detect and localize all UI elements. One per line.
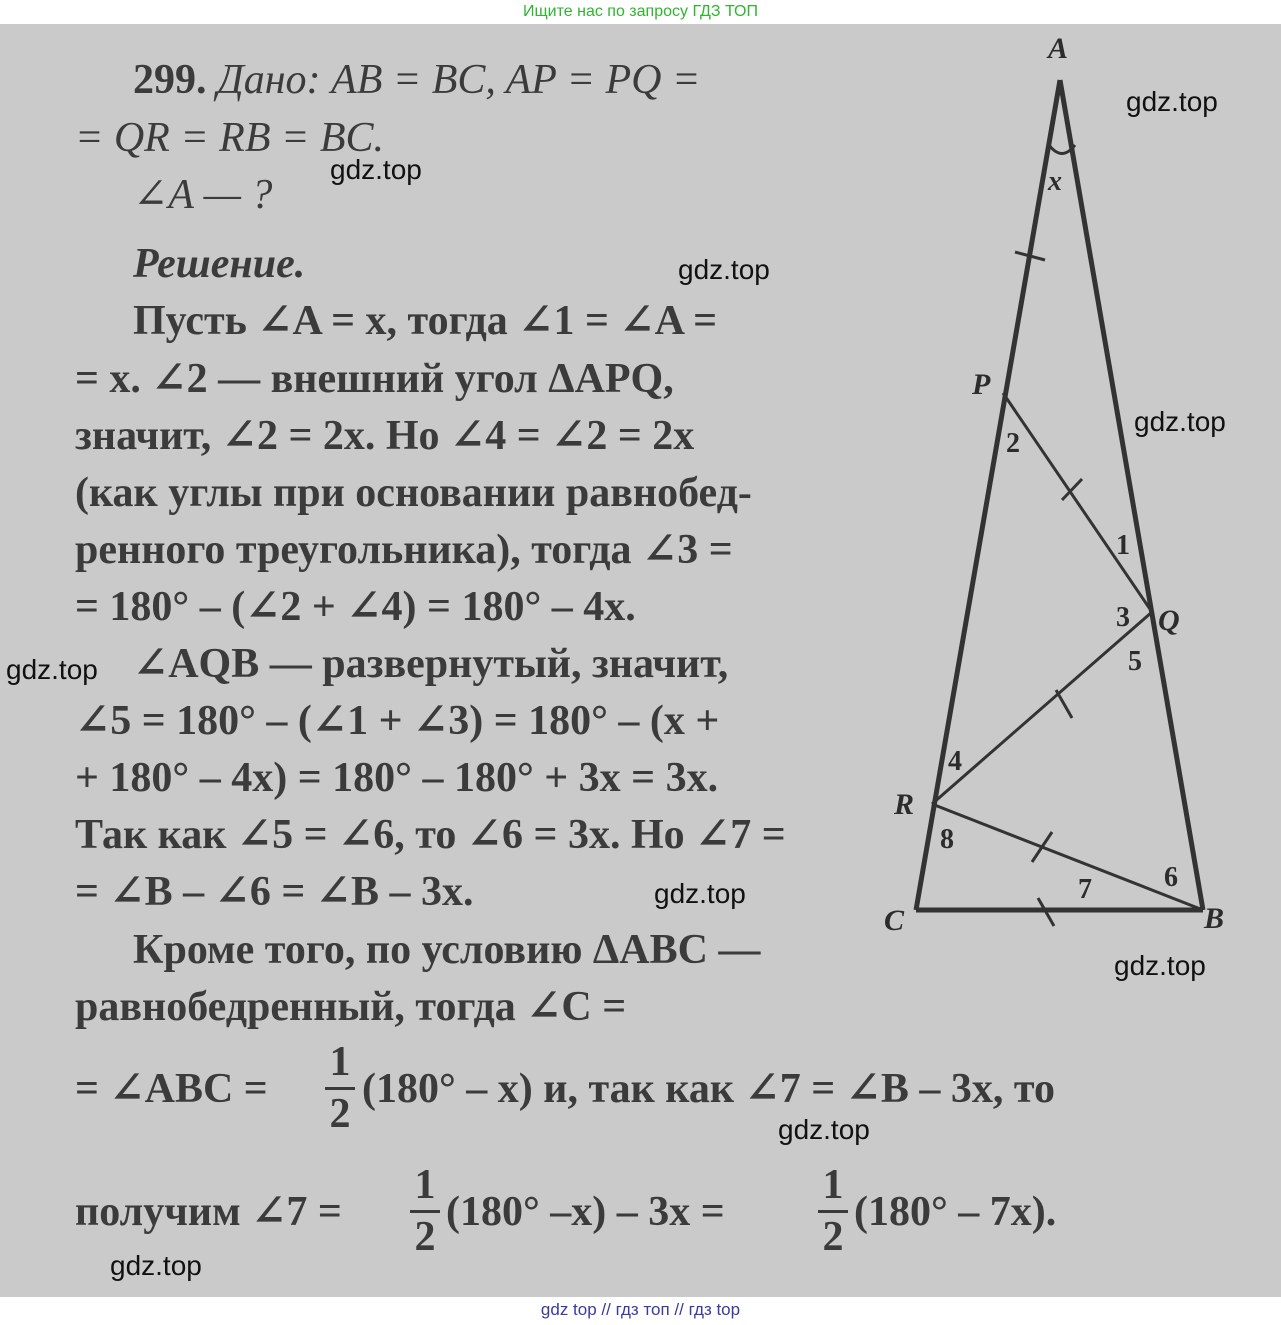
solution-line-10: Так как ∠5 = ∠6, то ∠6 = 3x. Но ∠7 = (75, 812, 786, 858)
problem-given-line-1 (133, 56, 700, 104)
solution-line-7: ∠AQB — развернутый, значит, (133, 641, 729, 687)
label-P: P (972, 368, 991, 401)
angle-label-4: 4 (948, 746, 962, 777)
side-AB (1060, 80, 1203, 910)
watermark-6: gdz.top (654, 878, 746, 909)
solution-line-3: значит, ∠2 = 2x. Но ∠4 = ∠2 = 2x (75, 413, 695, 459)
solution-line-6: = 180° – (∠2 + ∠4) = 180° – 4x. (75, 584, 636, 630)
segment-PQ (1003, 393, 1152, 612)
watermark-5: gdz.top (6, 654, 98, 685)
formula-2-denominator-2: 2 (822, 1214, 844, 1260)
formula-1-suffix: (180° – x) и, так как ∠7 = ∠B – 3x, то (362, 1066, 1055, 1112)
label-B: B (1204, 902, 1225, 935)
side-AC (916, 80, 1060, 910)
given-text: Дано: AB = BC, AP = PQ = (217, 57, 701, 103)
label-A: A (1048, 32, 1069, 65)
tick-AP (1015, 252, 1045, 260)
tick-CB (1038, 898, 1054, 926)
solution-line-13: равнобедренный, тогда ∠C = (75, 984, 627, 1030)
watermark-1: gdz.top (330, 154, 422, 185)
angle-label-5: 5 (1128, 646, 1142, 677)
formula-2-prefix: получим ∠7 = (75, 1189, 342, 1235)
formula-1-numerator: 1 (329, 1039, 351, 1085)
segment-QR (932, 612, 1152, 804)
bottom-banner[interactable]: gdz top // гдз топ // гдз top (540, 1300, 741, 1319)
angle-label-3: 3 (1116, 602, 1130, 633)
formula-2-middle: (180° –x) – 3x = (446, 1189, 725, 1235)
watermark-4: gdz.top (1134, 406, 1226, 437)
formula-2-numerator-1: 1 (414, 1162, 436, 1208)
label-C: C (884, 904, 905, 937)
top-banner[interactable]: Ищите нас по запросу ГДЗ ТОП (523, 3, 758, 20)
formula-1-denominator: 2 (329, 1091, 351, 1137)
formula-1-prefix: = ∠ABC = (75, 1066, 268, 1112)
tick-RB (1032, 832, 1052, 862)
solution-line-5: ренного треугольника), тогда ∠3 = (75, 527, 733, 573)
label-R: R (894, 788, 915, 821)
label-Q: Q (1158, 604, 1180, 637)
angle-arc-A (1049, 145, 1075, 154)
formula-2-numerator-2: 1 (822, 1162, 844, 1208)
solution-line-12: Кроме того, по условию ΔABC — (133, 927, 761, 973)
formula-2-fraction-bar-1 (410, 1210, 440, 1213)
problem-given-line-2: = QR = RB = BC. (75, 115, 384, 161)
watermark-3: gdz.top (678, 254, 770, 285)
segment-RB (932, 804, 1203, 910)
textbook-page (0, 24, 1281, 1297)
angle-label-2: 2 (1006, 428, 1020, 459)
solution-line-11: = ∠B – ∠6 = ∠B – 3x. (75, 869, 474, 915)
solution-heading: Решение. (133, 241, 306, 287)
solution-line-4: (как углы при основании равнобед- (75, 470, 752, 516)
watermark-2: gdz.top (1126, 86, 1218, 117)
solution-line-2: = x. ∠2 — внешний угол ΔAPQ, (75, 356, 674, 402)
tick-QR (1056, 690, 1072, 718)
problem-number: 299. (133, 57, 207, 103)
angle-label-6: 6 (1164, 862, 1178, 893)
watermark-7: gdz.top (1114, 950, 1206, 981)
formula-2-fraction-bar-2 (818, 1210, 848, 1213)
solution-line-9: + 180° – 4x) = 180° – 180° + 3x = 3x. (75, 755, 719, 801)
angle-label-8: 8 (940, 824, 954, 855)
formula-1-fraction-bar (325, 1087, 355, 1090)
angle-label-1: 1 (1116, 530, 1130, 561)
solution-line-1: Пусть ∠A = x, тогда ∠1 = ∠A = (133, 298, 718, 344)
formula-2-suffix: (180° – 7x). (854, 1189, 1057, 1235)
watermark-8: gdz.top (778, 1114, 870, 1145)
problem-question: ∠A — ? (133, 172, 273, 218)
tick-PQ (1062, 479, 1082, 500)
watermark-9: gdz.top (110, 1250, 202, 1281)
angle-label-7: 7 (1078, 874, 1092, 905)
solution-line-8: ∠5 = 180° – (∠1 + ∠3) = 180° – (x + (75, 698, 720, 744)
label-x: x (1048, 166, 1062, 197)
formula-2-denominator-1: 2 (414, 1214, 436, 1260)
